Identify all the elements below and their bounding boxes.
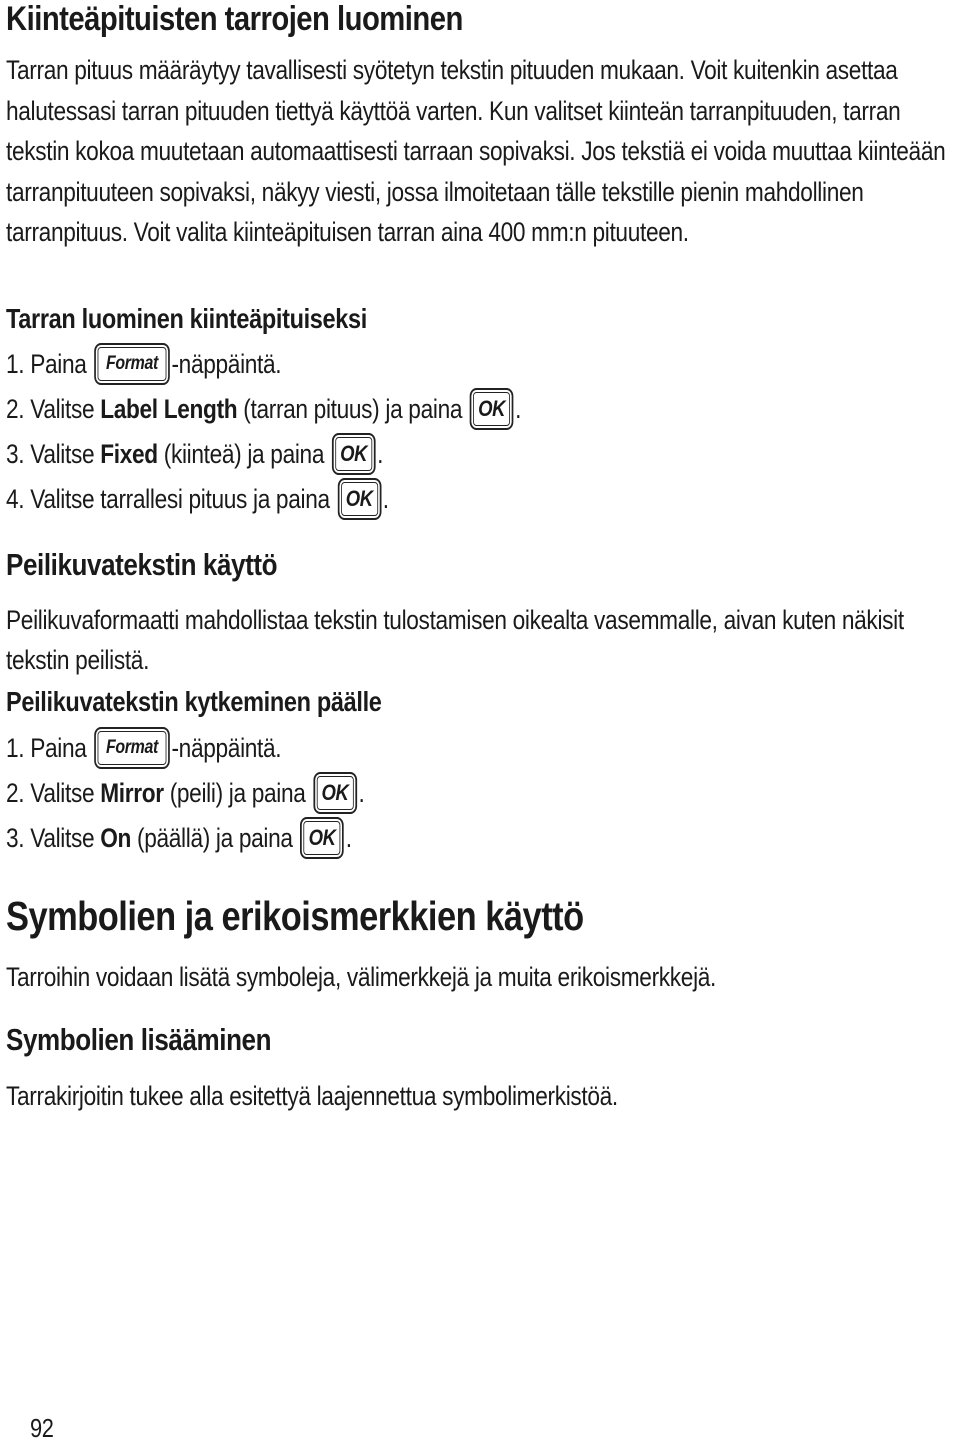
section-body-symbols: Tarroihin voidaan lisätä symboleja, välimerkkejä ja muita erikoismerkkejä. [6, 962, 717, 992]
step-3-fixed: 3. Valitse Fixed (kiinteä) ja paina OK . [6, 433, 383, 475]
section-body-add-symbols: Tarrakirjoitin tukee alla esitettyä laajennettua symbolimerkistöä. [6, 1081, 618, 1111]
step-1-press-format-mirror: 1. Paina Format -näppäintä. [6, 727, 281, 769]
section-title-symbols: Symbolien ja erikoismerkkien käyttö [6, 893, 584, 939]
step-3-on: 3. Valitse On (päällä) ja paina OK . [6, 817, 352, 859]
ok-key-icon: OK [332, 433, 376, 475]
ok-key-icon: OK [470, 388, 514, 430]
step-2-label-length: 2. Valitse Label Length (tarran pituus) ja paina OK . [6, 388, 521, 430]
page-number: 92 [30, 1413, 54, 1443]
section-title-add-symbols: Symbolien lisääminen [6, 1022, 272, 1057]
section-body-mirror: Peilikuvaformaatti mahdollistaa tekstin tulostamisen oikealta vasemmalle, aivan kuten näkisit tekstin peilistä. [6, 605, 904, 675]
format-key-icon: Format [94, 343, 170, 385]
section-body-fixed-length: Tarran pituus määräytyy tavallisesti syötetyn tekstin pituuden mukaan. Voit kuitenkin asettaa halutessasi tarran pituuden tiettyä käyttöä varten. Kun valitset kiinteän tarranpituuden, tarran tekstin kokoa muutetaan automaattisesti tarraan sopivaksi. Jos tekstiä ei voida muuttaa kiinteään tarranpituuteen sopivaksi, näkyy viesti, jossa ilmoitetaan tälle tekstille pienin mahdollinen tarranpituus. Voit valita kiinteäpituisen tarran aina 400 mm:n pituuteen. [6, 55, 946, 247]
ok-key-icon: OK [300, 817, 344, 859]
step-4-select-length: 4. Valitse tarrallesi pituus ja paina OK . [6, 478, 389, 520]
section-title-mirror: Peilikuvatekstin käyttö [6, 547, 278, 582]
step-2-mirror: 2. Valitse Mirror (peili) ja paina OK . [6, 772, 364, 814]
subsection-title-mirror-on: Peilikuvatekstin kytkeminen päälle [6, 686, 382, 717]
format-key-icon: Format [94, 727, 170, 769]
ok-key-icon: OK [337, 478, 381, 520]
subsection-title-create-fixed: Tarran luominen kiinteäpituiseksi [6, 303, 367, 334]
section-title-fixed-length: Kiinteäpituisten tarrojen luominen [6, 0, 463, 38]
ok-key-icon: OK [313, 772, 357, 814]
step-1-press-format: 1. Paina Format -näppäintä. [6, 343, 281, 385]
